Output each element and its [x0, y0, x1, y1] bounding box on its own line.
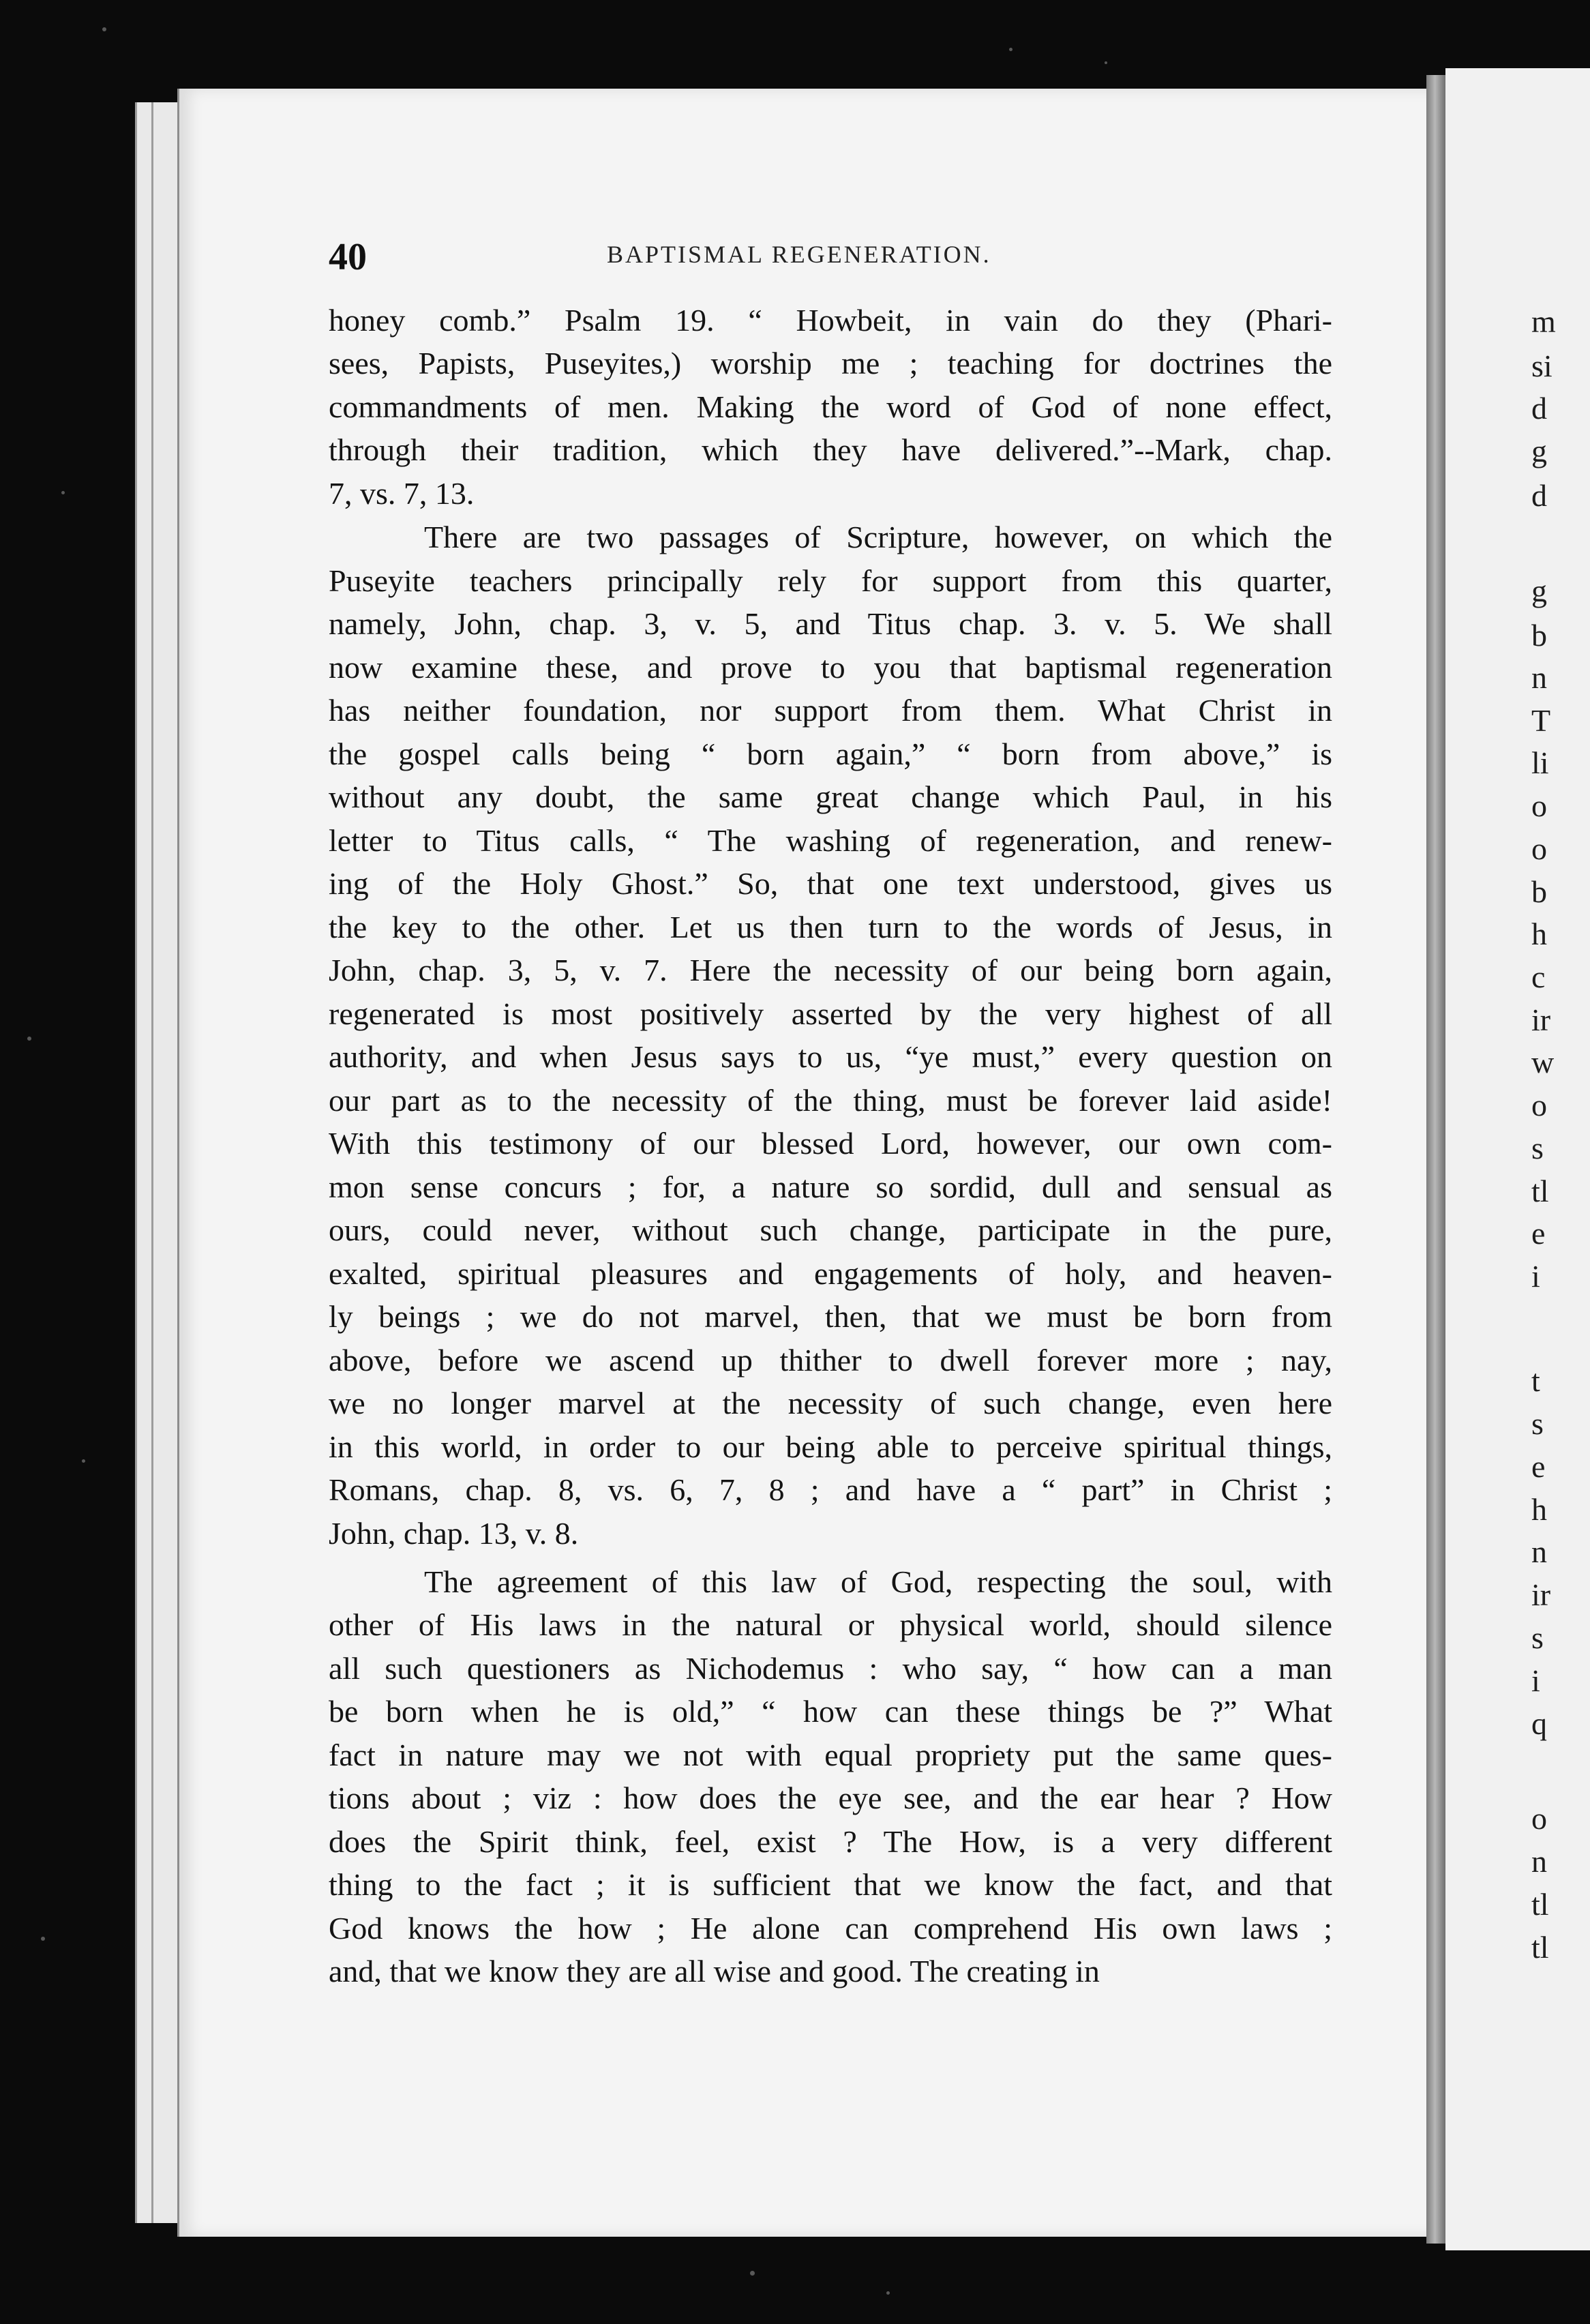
facing-page-fragment: s	[1531, 1406, 1544, 1441]
facing-page-fragment: o	[1531, 831, 1547, 866]
text-line: the key to the other. Let us then turn to the words of Jesus, in	[329, 910, 1332, 944]
facing-page-fragment: t	[1531, 1363, 1540, 1398]
text-line: God knows the how ; He alone can comprehend His own laws ;	[329, 1911, 1332, 1946]
scan-speck	[27, 1037, 31, 1041]
text-line: regenerated is most positively asserted by the very highest of all	[329, 996, 1332, 1031]
facing-page-fragment: h	[1531, 1492, 1547, 1527]
facing-page-fragment: i	[1531, 1259, 1540, 1294]
running-head: BAPTISMAL REGENERATION.	[607, 241, 991, 268]
text-line: our part as to the necessity of the thing, must be forever laid aside!	[329, 1083, 1332, 1118]
facing-page-fragment: o	[1531, 1088, 1547, 1122]
facing-page-fragment: w	[1531, 1045, 1555, 1079]
facing-page-fragment: ir	[1531, 1002, 1551, 1037]
facing-page-fragment: q	[1531, 1706, 1547, 1741]
facing-page-fragment: g	[1531, 434, 1547, 468]
text-line: honey comb.” Psalm 19. “ Howbeit, in vain do they (Phari-	[329, 303, 1332, 338]
text-line: other of His laws in the natural or physical world, should silence	[329, 1607, 1332, 1642]
page-number: 40	[329, 236, 367, 278]
facing-page-fragment: li	[1531, 745, 1549, 780]
scan-speck	[1105, 61, 1107, 64]
facing-page-fragment: g	[1531, 573, 1547, 608]
facing-page-fragment: s	[1531, 1620, 1544, 1655]
text-line: thing to the fact ; it is sufficient that we know the fact, and that	[329, 1867, 1332, 1902]
text-line: John, chap. 13, v. 8.	[329, 1516, 579, 1551]
text-line: ing of the Holy Ghost.” So, that one text understood, gives us	[329, 866, 1332, 901]
facing-page-fragment: tl	[1531, 1174, 1549, 1208]
text-line: With this testimony of our blessed Lord, however, our own com-	[329, 1126, 1332, 1161]
text-line: in this world, in order to our being able to perceive spiritual things,	[329, 1429, 1332, 1464]
text-line: above, before we ascend up thither to dwell forever more ; nay,	[329, 1343, 1332, 1377]
text-line: sees, Papists, Puseyites,) worship me ; teaching for doctrines the	[329, 346, 1332, 381]
text-line: we no longer marvel at the necessity of such change, even here	[329, 1386, 1332, 1420]
facing-page-fragment: n	[1531, 1534, 1547, 1569]
facing-page-fragment: h	[1531, 917, 1547, 951]
text-line: does the Spirit think, feel, exist ? The How, is a very different	[329, 1824, 1332, 1859]
facing-page-fragment: i	[1531, 1663, 1540, 1698]
scan-speck	[102, 27, 106, 31]
text-line: be born when he is old,” “ how can these things be ?” What	[329, 1694, 1332, 1729]
text-line: Romans, chap. 8, vs. 6, 7, 8 ; and have a “ part” in Christ ;	[329, 1472, 1332, 1507]
text-line: exalted, spiritual pleasures and engagements of holy, and heaven-	[329, 1256, 1332, 1291]
facing-page-fragment: s	[1531, 1131, 1544, 1165]
facing-page-fragment: o	[1531, 1801, 1547, 1836]
facing-page-fragment: ir	[1531, 1577, 1551, 1612]
facing-page-fragment: tl	[1531, 1930, 1549, 1965]
facing-page-fragment: b	[1531, 618, 1547, 653]
facing-page-fragment: o	[1531, 788, 1547, 823]
facing-page-fragment: m	[1531, 304, 1556, 339]
facing-page-fragment: d	[1531, 478, 1547, 513]
facing-page-fragment: c	[1531, 959, 1546, 994]
book-gutter	[1426, 75, 1445, 2244]
scan-speck	[61, 491, 65, 494]
facing-page-fragment: si	[1531, 348, 1552, 383]
facing-page-fragment: b	[1531, 874, 1547, 909]
scan-speck	[750, 2271, 755, 2276]
text-line: fact in nature may we not with equal propriety put the same ques-	[329, 1738, 1332, 1772]
text-line: ours, could never, without such change, participate in the pure,	[329, 1212, 1332, 1247]
scan-speck	[82, 1459, 85, 1463]
text-line: all such questioners as Nichodemus : who say, “ how can a man	[329, 1651, 1332, 1686]
text-line: now examine these, and prove to you that baptismal regeneration	[329, 650, 1332, 685]
text-line: 7, vs. 7, 13.	[329, 476, 475, 511]
text-line: the gospel calls being “ born again,” “ born from above,” is	[329, 736, 1332, 771]
scan-speck	[1009, 48, 1012, 51]
text-line: commandments of men. Making the word of God of none effect,	[329, 389, 1332, 424]
text-line: There are two passages of Scripture, however, on which the	[424, 520, 1332, 554]
facing-page-fragment: n	[1531, 1844, 1547, 1879]
text-line: without any doubt, the same great change which Paul, in his	[329, 779, 1332, 814]
facing-page-fragment: T	[1531, 703, 1551, 738]
facing-page-fragment: tl	[1531, 1887, 1549, 1922]
text-line: letter to Titus calls, “ The washing of regeneration, and renew-	[329, 823, 1332, 858]
facing-page-fragment: e	[1531, 1216, 1546, 1251]
text-line: and, that we know they are all wise and good. The creating in	[329, 1954, 1100, 1988]
scan-speck	[886, 2291, 890, 2295]
text-line: has neither foundation, nor support from them. What Christ in	[329, 693, 1332, 728]
text-line: John, chap. 3, 5, v. 7. Here the necessity of our being born again,	[329, 953, 1332, 987]
text-line: The agreement of this law of God, respecting the soul, with	[424, 1564, 1332, 1599]
text-line: Puseyite teachers principally rely for support from this quarter,	[329, 563, 1332, 598]
facing-page-fragment: e	[1531, 1449, 1546, 1484]
text-line: through their tradition, which they have delivered.”--Mark, chap.	[329, 432, 1332, 467]
text-line: tions about ; viz : how does the eye see, and the ear hear ? How	[329, 1781, 1332, 1815]
text-line: namely, John, chap. 3, v. 5, and Titus chap. 3. v. 5. We shall	[329, 606, 1332, 641]
text-line: ly beings ; we do not marvel, then, that we must be born from	[329, 1299, 1332, 1334]
text-line: mon sense concurs ; for, a nature so sordid, dull and sensual as	[329, 1170, 1332, 1204]
facing-page-fragment: n	[1531, 660, 1547, 695]
facing-page-fragment: d	[1531, 391, 1547, 426]
scan-speck	[41, 1937, 45, 1941]
text-line: authority, and when Jesus says to us, “ye must,” every question on	[329, 1039, 1332, 1074]
